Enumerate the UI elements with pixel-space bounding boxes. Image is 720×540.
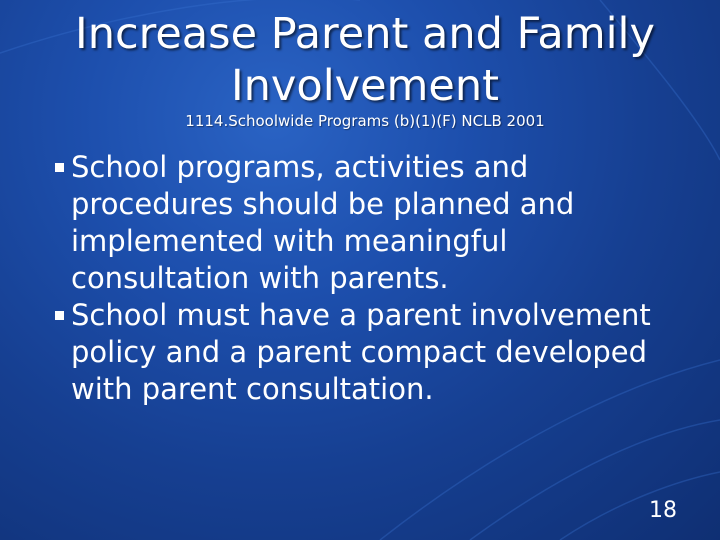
square-bullet-icon: [55, 163, 64, 172]
bullet-item: [52, 297, 652, 408]
bullet-text: School must have a parent involvement policy and a parent compact developed with parent consultation.: [71, 298, 651, 406]
slide-subtitle: 1114.Schoolwide Programs (b)(1)(F) NCLB 2001: [185, 112, 545, 130]
title-line-2: Involvement: [231, 61, 499, 111]
square-bullet-icon: [55, 311, 64, 320]
slide-title: [0, 8, 720, 112]
slide-number: 18: [649, 498, 677, 523]
title-line-1: Increase Parent and Family: [75, 9, 655, 59]
bullet-text: School programs, activities and procedures should be planned and implemented with meaningful consultation with parents.: [71, 150, 575, 295]
bullet-list: [52, 149, 652, 408]
bullet-item: [52, 149, 652, 297]
